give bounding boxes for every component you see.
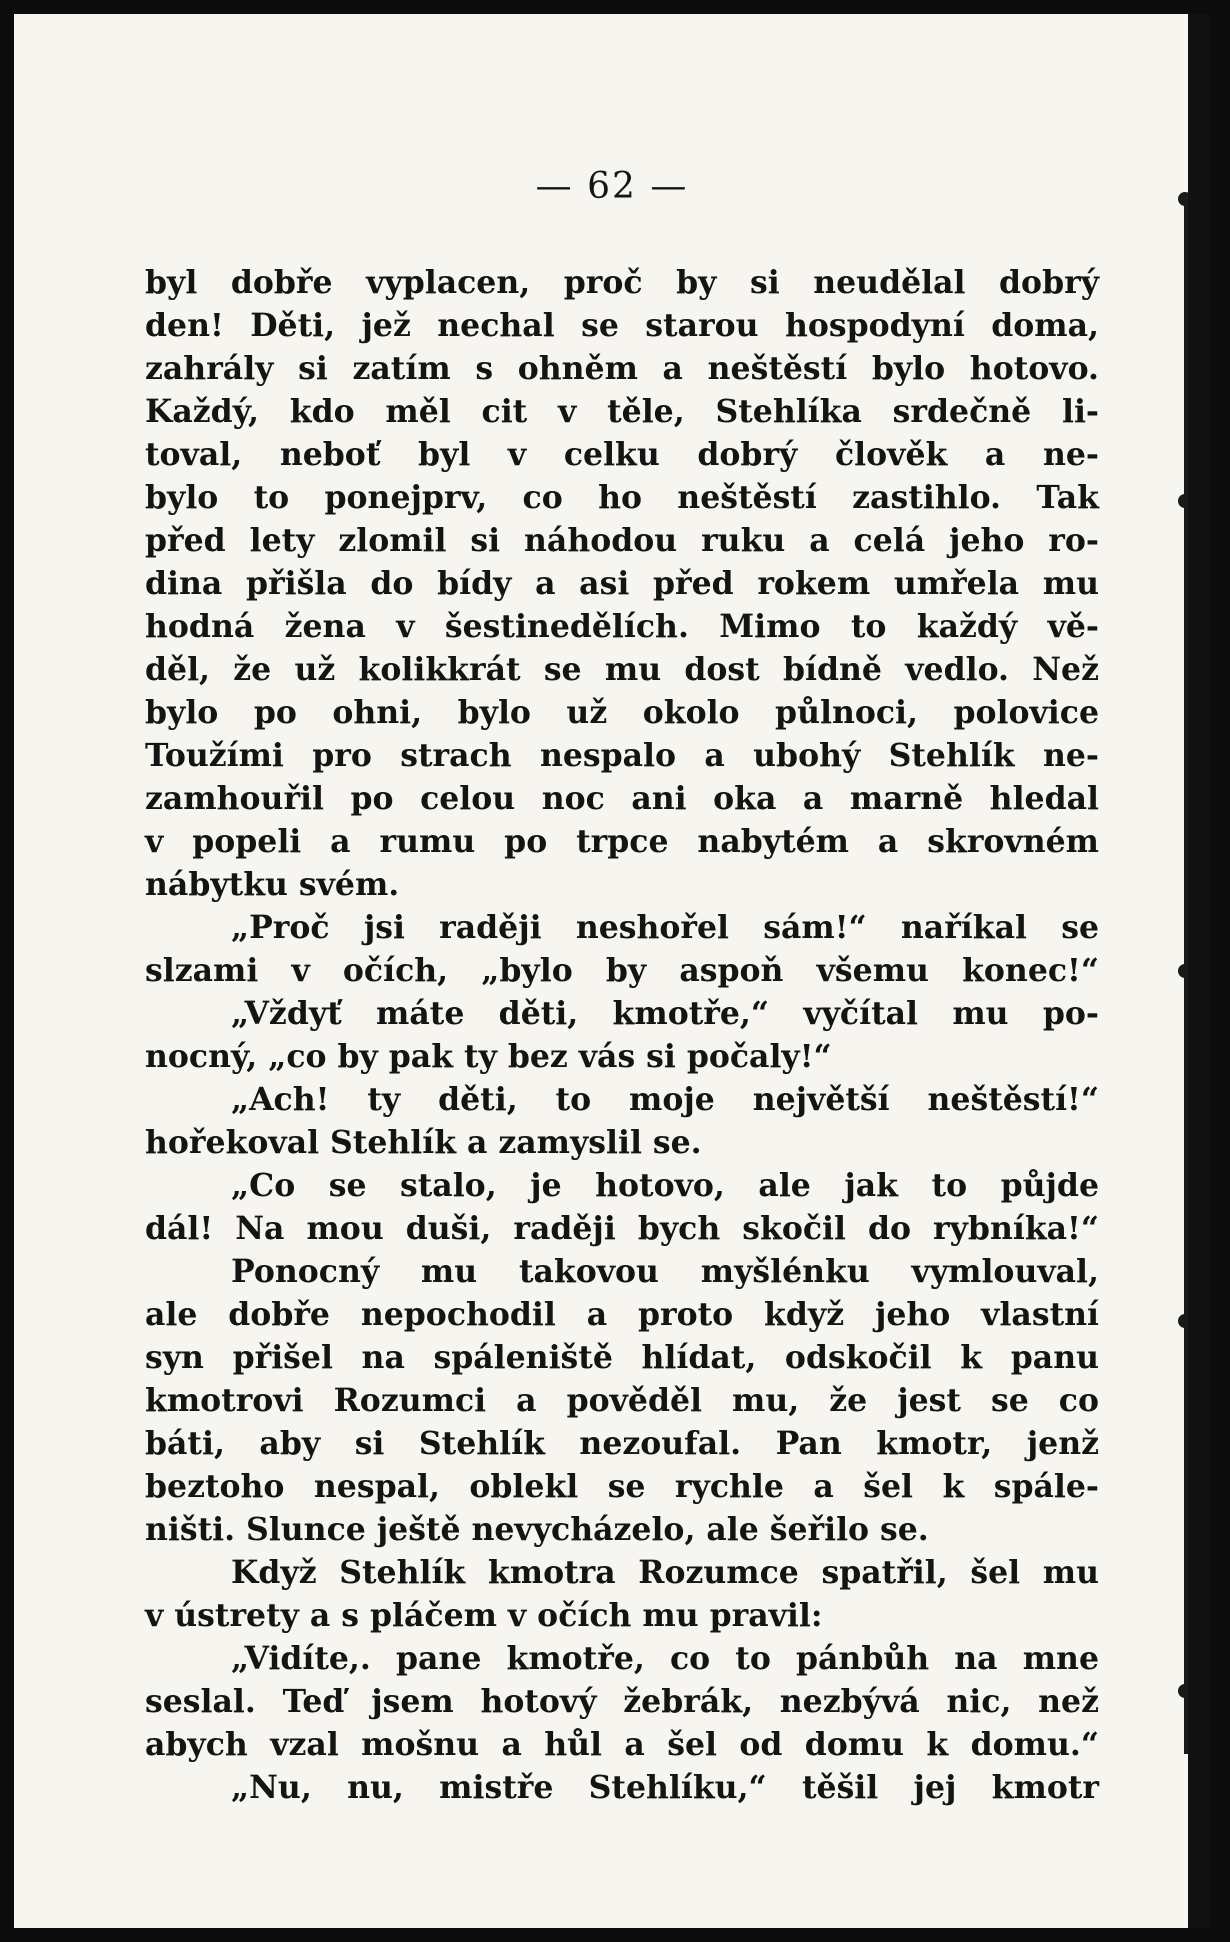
text-line: bylo to ponejprv, co ho neštěstí zastihlo. Tak	[145, 479, 1099, 516]
text-line: kmotrovi Rozumci a pověděl mu, že jest se co	[145, 1382, 1099, 1419]
text-line: děl, že už kolikkrát se mu dost bídně vedlo. Než	[145, 651, 1099, 688]
text-line: nábytku svém.	[145, 866, 400, 903]
text-line: den! Děti, jež nechal se starou hospodyní doma,	[145, 307, 1099, 344]
text-line: slzami v očích, „bylo by aspoň všemu konec!“	[145, 952, 1099, 989]
text-line: Ponocný mu takovou myšlénku vymlouval,	[231, 1253, 1099, 1290]
text-line: syn přišel na spáleniště hlídat, odskočil k panu	[145, 1339, 1099, 1376]
book-page	[14, 14, 1210, 1928]
text-line: v ústrety a s pláčem v očích mu pravil:	[145, 1597, 823, 1634]
text-line: v popeli a rumu po trpce nabytém a skrovném	[145, 823, 1099, 860]
text-line: „Ach! ty děti, to moje největší neštěstí!“	[231, 1081, 1099, 1118]
text-line: Toužími pro strach nespalo a ubohý Stehlík ne-	[145, 737, 1099, 774]
text-line: „Nu, nu, mistře Stehlíku,“ těšil jej kmotr	[231, 1769, 1099, 1806]
text-line: „Co se stalo, je hotovo, ale jak to půjde	[231, 1167, 1099, 1204]
text-line: před lety zlomil si náhodou ruku a celá jeho ro-	[145, 522, 1099, 559]
text-line: ništi. Slunce ještě nevycházelo, ale šeřilo se.	[145, 1511, 929, 1548]
text-line: báti, aby si Stehlík nezoufal. Pan kmotr, jenž	[145, 1425, 1099, 1462]
text-line: abych vzal mošnu a hůl a šel od domu k domu.“	[145, 1726, 1099, 1763]
page-edge-shadow	[1188, 14, 1210, 1928]
text-line: dál! Na mou duši, raději bych skočil do rybníka!“	[145, 1210, 1099, 1247]
text-line: zahrály si zatím s ohněm a neštěstí bylo hotovo.	[145, 350, 1099, 387]
text-line: ale dobře nepochodil a proto když jeho vlastní	[145, 1296, 1099, 1333]
text-line: zamhouřil po celou noc ani oka a marně hledal	[145, 780, 1099, 817]
text-line: byl dobře vyplacen, proč by si neudělal dobrý	[145, 264, 1099, 301]
text-line: hořekoval Stehlík a zamyslil se.	[145, 1124, 702, 1161]
text-line: toval, neboť byl v celku dobrý člověk a ne-	[145, 436, 1099, 473]
text-line: „Vidíte,. pane kmotře, co to pánbůh na mne	[231, 1640, 1099, 1677]
text-line: Když Stehlík kmotra Rozumce spatřil, šel mu	[231, 1554, 1099, 1591]
text-line: dina přišla do bídy a asi před rokem umřela mu	[145, 565, 1099, 602]
body-text	[145, 261, 1099, 1809]
text-line: Každý, kdo měl cit v těle, Stehlíka srdečně li-	[145, 393, 1099, 430]
text-line: „Vždyť máte děti, kmotře,“ vyčítal mu po-	[231, 995, 1099, 1032]
text-line: nocný, „co by pak ty bez vás si počaly!“	[145, 1038, 832, 1075]
text-line: bylo po ohni, bylo už okolo půlnoci, polovice	[145, 694, 1099, 731]
text-line: beztoho nespal, oblekl se rychle a šel k spále-	[145, 1468, 1099, 1505]
text-line: seslal. Teď jsem hotový žebrák, nezbývá nic, než	[145, 1683, 1099, 1720]
text-line: hodná žena v šestinedělích. Mimo to každý vě-	[145, 608, 1099, 645]
page-number: — 62 —	[535, 166, 689, 207]
text-line: „Proč jsi raději neshořel sám!“ naříkal se	[231, 909, 1099, 946]
